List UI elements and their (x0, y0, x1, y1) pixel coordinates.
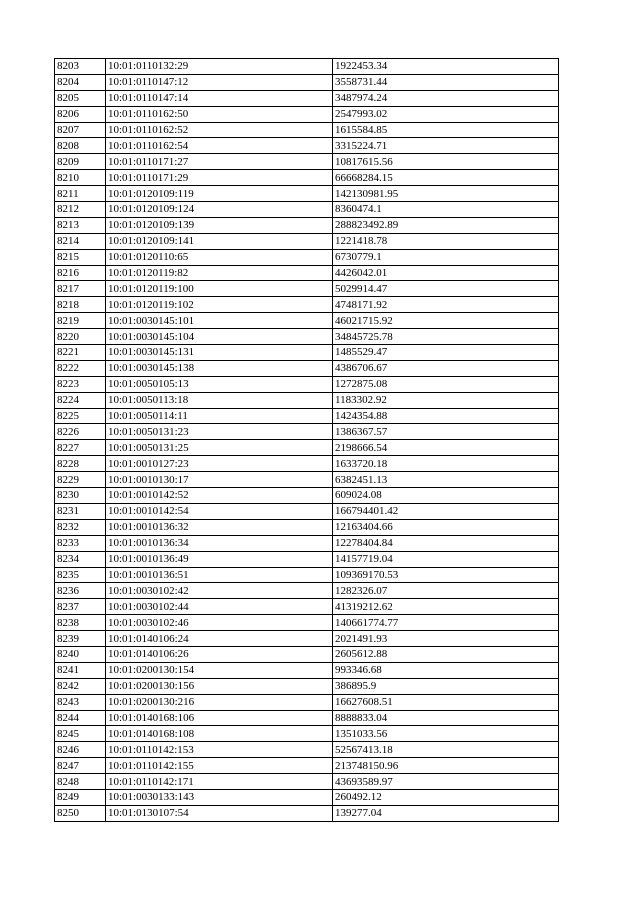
cadastral-number-cell: 10:01:0120119:102 (106, 297, 333, 313)
table-row (55, 805, 559, 821)
cadastral-number-cell: 10:01:0140106:26 (106, 646, 333, 662)
row-number-cell: 8241 (55, 662, 106, 678)
table-row (55, 503, 559, 519)
value-cell: 1386367.57 (333, 424, 559, 440)
table-row (55, 59, 559, 75)
row-number-cell: 8204 (55, 74, 106, 90)
row-number-cell: 8239 (55, 631, 106, 647)
table-row (55, 122, 559, 138)
cadastral-number-cell: 10:01:0120109:141 (106, 233, 333, 249)
row-number-cell: 8224 (55, 392, 106, 408)
row-number-cell: 8250 (55, 805, 106, 821)
table-row (55, 440, 559, 456)
cadastral-number-cell: 10:01:0010130:17 (106, 472, 333, 488)
cadastral-number-cell: 10:01:0010127:23 (106, 456, 333, 472)
table-row (55, 233, 559, 249)
cadastral-number-cell: 10:01:0120109:139 (106, 217, 333, 233)
table-row (55, 392, 559, 408)
table-row (55, 678, 559, 694)
table-row (55, 774, 559, 790)
row-number-cell: 8238 (55, 615, 106, 631)
cadastral-number-cell: 10:01:0030145:131 (106, 345, 333, 361)
cadastral-number-cell: 10:01:0200130:154 (106, 662, 333, 678)
value-cell: 993346.68 (333, 662, 559, 678)
table-row (55, 170, 559, 186)
table-row (55, 265, 559, 281)
table-row (55, 424, 559, 440)
row-number-cell: 8208 (55, 138, 106, 154)
table-row (55, 313, 559, 329)
cadastral-number-cell: 10:01:0140168:106 (106, 710, 333, 726)
value-cell: 8360474.1 (333, 202, 559, 218)
row-number-cell: 8231 (55, 503, 106, 519)
row-number-cell: 8229 (55, 472, 106, 488)
row-number-cell: 8249 (55, 789, 106, 805)
value-cell: 109369170.53 (333, 567, 559, 583)
row-number-cell: 8206 (55, 106, 106, 122)
table-row (55, 360, 559, 376)
table-row (55, 202, 559, 218)
row-number-cell: 8207 (55, 122, 106, 138)
cadastral-number-cell: 10:01:0030102:44 (106, 599, 333, 615)
row-number-cell: 8215 (55, 249, 106, 265)
row-number-cell: 8222 (55, 360, 106, 376)
table-row (55, 758, 559, 774)
table-row (55, 74, 559, 90)
cadastral-number-cell: 10:01:0110142:171 (106, 774, 333, 790)
cadastral-number-cell: 10:01:0140168:108 (106, 726, 333, 742)
data-table (54, 58, 559, 822)
row-number-cell: 8223 (55, 376, 106, 392)
cadastral-number-cell: 10:01:0110162:50 (106, 106, 333, 122)
row-number-cell: 8225 (55, 408, 106, 424)
table-row (55, 138, 559, 154)
cadastral-number-cell: 10:01:0050131:25 (106, 440, 333, 456)
row-number-cell: 8214 (55, 233, 106, 249)
value-cell: 213748150.96 (333, 758, 559, 774)
row-number-cell: 8203 (55, 59, 106, 75)
cadastral-number-cell: 10:01:0030133:143 (106, 789, 333, 805)
row-number-cell: 8212 (55, 202, 106, 218)
cadastral-number-cell: 10:01:0030145:101 (106, 313, 333, 329)
cadastral-number-cell: 10:01:0120109:124 (106, 202, 333, 218)
row-number-cell: 8233 (55, 535, 106, 551)
row-number-cell: 8228 (55, 456, 106, 472)
row-number-cell: 8240 (55, 646, 106, 662)
cadastral-number-cell: 10:01:0030145:138 (106, 360, 333, 376)
value-cell: 4386706.67 (333, 360, 559, 376)
value-cell: 3558731.44 (333, 74, 559, 90)
cadastral-number-cell: 10:01:0120119:82 (106, 265, 333, 281)
value-cell: 10817615.56 (333, 154, 559, 170)
value-cell: 1485529.47 (333, 345, 559, 361)
table-row (55, 726, 559, 742)
cadastral-number-cell: 10:01:0110147:14 (106, 90, 333, 106)
table-row (55, 281, 559, 297)
value-cell: 4748171.92 (333, 297, 559, 313)
value-cell: 2021491.93 (333, 631, 559, 647)
row-number-cell: 8216 (55, 265, 106, 281)
cadastral-number-cell: 10:01:0110162:54 (106, 138, 333, 154)
table-row (55, 519, 559, 535)
table-row (55, 488, 559, 504)
cadastral-number-cell: 10:01:0130107:54 (106, 805, 333, 821)
cadastral-number-cell: 10:01:0010142:54 (106, 503, 333, 519)
value-cell: 2547993.02 (333, 106, 559, 122)
cadastral-number-cell: 10:01:0110132:29 (106, 59, 333, 75)
cadastral-number-cell: 10:01:0120110:65 (106, 249, 333, 265)
value-cell: 12278404.84 (333, 535, 559, 551)
table-row (55, 376, 559, 392)
value-cell: 1922453.34 (333, 59, 559, 75)
value-cell: 43693589.97 (333, 774, 559, 790)
row-number-cell: 8244 (55, 710, 106, 726)
value-cell: 52567413.18 (333, 742, 559, 758)
row-number-cell: 8230 (55, 488, 106, 504)
row-number-cell: 8242 (55, 678, 106, 694)
table-row (55, 408, 559, 424)
table-row (55, 154, 559, 170)
value-cell: 46021715.92 (333, 313, 559, 329)
value-cell: 41319212.62 (333, 599, 559, 615)
table-row (55, 631, 559, 647)
value-cell: 2198666.54 (333, 440, 559, 456)
value-cell: 140661774.77 (333, 615, 559, 631)
row-number-cell: 8243 (55, 694, 106, 710)
value-cell: 1633720.18 (333, 456, 559, 472)
cadastral-number-cell: 10:01:0030102:46 (106, 615, 333, 631)
value-cell: 4426042.01 (333, 265, 559, 281)
cadastral-number-cell: 10:01:0200130:156 (106, 678, 333, 694)
cadastral-number-cell: 10:01:0110171:27 (106, 154, 333, 170)
row-number-cell: 8210 (55, 170, 106, 186)
row-number-cell: 8236 (55, 583, 106, 599)
row-number-cell: 8248 (55, 774, 106, 790)
row-number-cell: 8221 (55, 345, 106, 361)
table-row (55, 345, 559, 361)
value-cell: 16627608.51 (333, 694, 559, 710)
value-cell: 1351033.56 (333, 726, 559, 742)
value-cell: 3487974.24 (333, 90, 559, 106)
value-cell: 6382451.13 (333, 472, 559, 488)
value-cell: 5029914.47 (333, 281, 559, 297)
table-row (55, 710, 559, 726)
table-row (55, 90, 559, 106)
row-number-cell: 8245 (55, 726, 106, 742)
cadastral-number-cell: 10:01:0050131:23 (106, 424, 333, 440)
row-number-cell: 8213 (55, 217, 106, 233)
cadastral-number-cell: 10:01:0050113:18 (106, 392, 333, 408)
cadastral-number-cell: 10:01:0110142:155 (106, 758, 333, 774)
table-row (55, 297, 559, 313)
table-row (55, 217, 559, 233)
cadastral-number-cell: 10:01:0010136:49 (106, 551, 333, 567)
cadastral-number-cell: 10:01:0120119:100 (106, 281, 333, 297)
value-cell: 1615584.85 (333, 122, 559, 138)
row-number-cell: 8218 (55, 297, 106, 313)
row-number-cell: 8234 (55, 551, 106, 567)
table-row (55, 694, 559, 710)
table-row (55, 249, 559, 265)
value-cell: 2605612.88 (333, 646, 559, 662)
table-row (55, 186, 559, 202)
row-number-cell: 8226 (55, 424, 106, 440)
row-number-cell: 8211 (55, 186, 106, 202)
value-cell: 166794401.42 (333, 503, 559, 519)
cadastral-number-cell: 10:01:0010142:52 (106, 488, 333, 504)
value-cell: 1183302.92 (333, 392, 559, 408)
value-cell: 1282326.07 (333, 583, 559, 599)
table-row (55, 329, 559, 345)
row-number-cell: 8232 (55, 519, 106, 535)
table-row (55, 106, 559, 122)
value-cell: 609024.08 (333, 488, 559, 504)
row-number-cell: 8247 (55, 758, 106, 774)
value-cell: 386895.9 (333, 678, 559, 694)
cadastral-number-cell: 10:01:0050114:11 (106, 408, 333, 424)
cadastral-number-cell: 10:01:0030102:42 (106, 583, 333, 599)
row-number-cell: 8227 (55, 440, 106, 456)
table-row (55, 662, 559, 678)
row-number-cell: 8246 (55, 742, 106, 758)
cadastral-number-cell: 10:01:0140106:24 (106, 631, 333, 647)
row-number-cell: 8220 (55, 329, 106, 345)
value-cell: 8888833.04 (333, 710, 559, 726)
row-number-cell: 8205 (55, 90, 106, 106)
value-cell: 14157719.04 (333, 551, 559, 567)
cadastral-number-cell: 10:01:0110142:153 (106, 742, 333, 758)
table-row (55, 472, 559, 488)
table-row (55, 583, 559, 599)
row-number-cell: 8237 (55, 599, 106, 615)
value-cell: 12163404.66 (333, 519, 559, 535)
table-row (55, 789, 559, 805)
table-row (55, 551, 559, 567)
table-body (55, 59, 559, 822)
row-number-cell: 8209 (55, 154, 106, 170)
table-row (55, 646, 559, 662)
cadastral-number-cell: 10:01:0110171:29 (106, 170, 333, 186)
table-row (55, 456, 559, 472)
table-row (55, 615, 559, 631)
cadastral-number-cell: 10:01:0010136:32 (106, 519, 333, 535)
cadastral-number-cell: 10:01:0110162:52 (106, 122, 333, 138)
value-cell: 3315224.71 (333, 138, 559, 154)
row-number-cell: 8235 (55, 567, 106, 583)
table-row (55, 599, 559, 615)
value-cell: 6730779.1 (333, 249, 559, 265)
cadastral-number-cell: 10:01:0200130:216 (106, 694, 333, 710)
value-cell: 1272875.08 (333, 376, 559, 392)
row-number-cell: 8219 (55, 313, 106, 329)
cadastral-number-cell: 10:01:0110147:12 (106, 74, 333, 90)
cadastral-number-cell: 10:01:0010136:34 (106, 535, 333, 551)
value-cell: 1424354.88 (333, 408, 559, 424)
table-row (55, 742, 559, 758)
value-cell: 139277.04 (333, 805, 559, 821)
table-row (55, 567, 559, 583)
value-cell: 142130981.95 (333, 186, 559, 202)
value-cell: 1221418.78 (333, 233, 559, 249)
cadastral-number-cell: 10:01:0030145:104 (106, 329, 333, 345)
cadastral-number-cell: 10:01:0050105:13 (106, 376, 333, 392)
value-cell: 288823492.89 (333, 217, 559, 233)
value-cell: 66668284.15 (333, 170, 559, 186)
row-number-cell: 8217 (55, 281, 106, 297)
table-row (55, 535, 559, 551)
value-cell: 260492.12 (333, 789, 559, 805)
cadastral-number-cell: 10:01:0010136:51 (106, 567, 333, 583)
value-cell: 34845725.78 (333, 329, 559, 345)
cadastral-number-cell: 10:01:0120109:119 (106, 186, 333, 202)
